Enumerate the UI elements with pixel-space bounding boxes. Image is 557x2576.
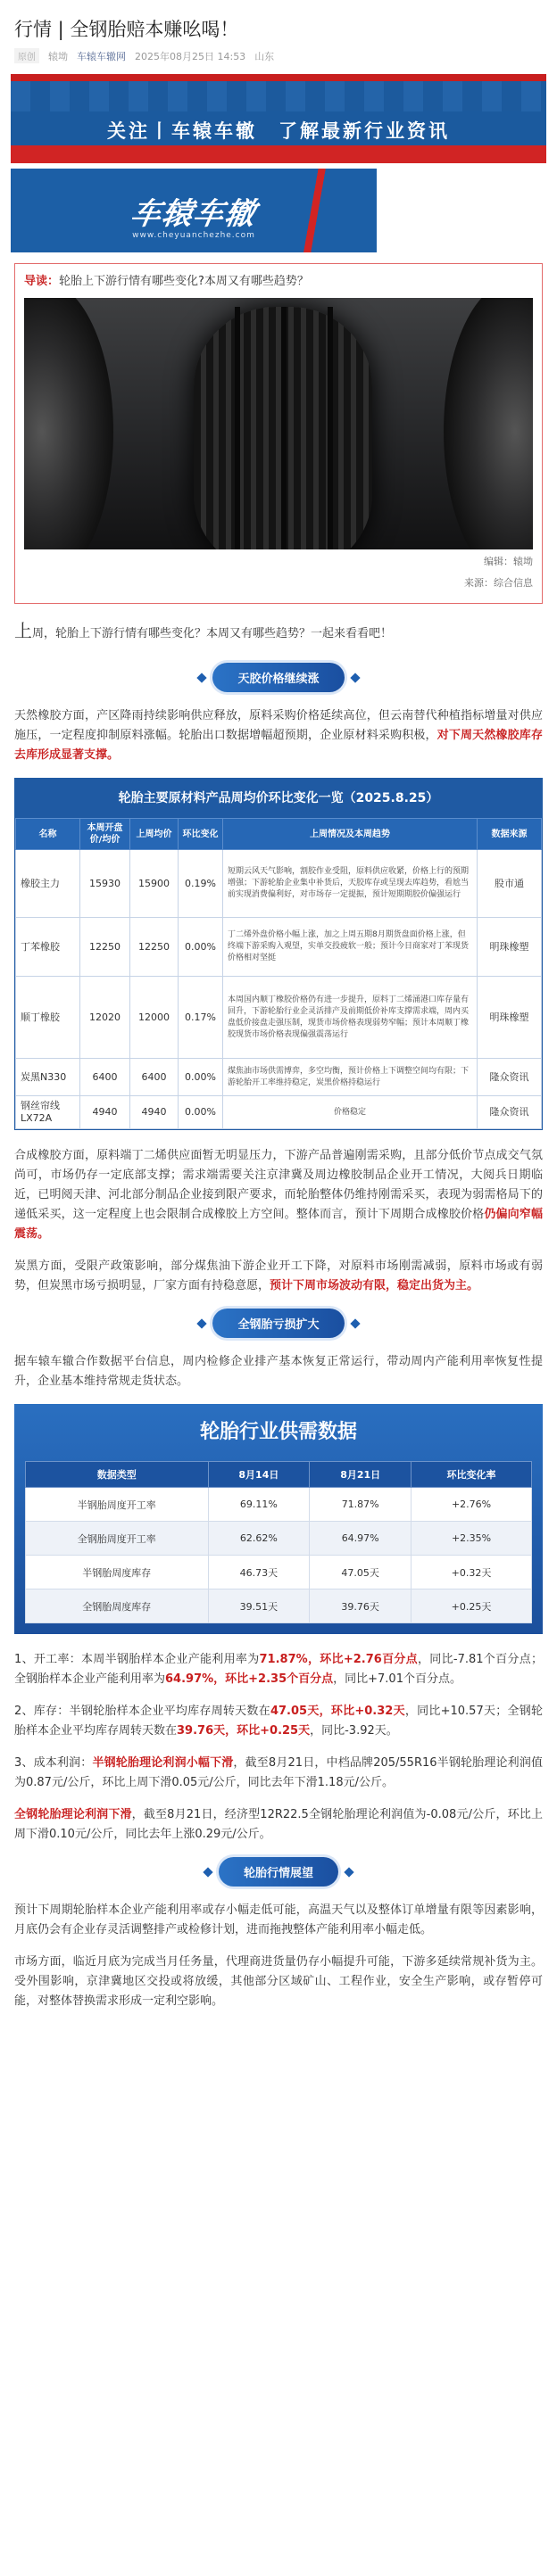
cell: 半钢胎周度库存 bbox=[26, 1556, 209, 1589]
cell: 69.11% bbox=[208, 1488, 310, 1522]
banner-grid bbox=[11, 81, 546, 111]
cell: 全钢胎周度开工率 bbox=[26, 1522, 209, 1556]
stat-text: 1、开工率：本周半钢胎样本企业产能利用率为 bbox=[14, 1653, 260, 1666]
stat-text: 2、库存：半钢轮胎样本企业平均库存周转天数在 bbox=[14, 1705, 270, 1718]
section-heading-1 bbox=[0, 663, 557, 692]
stat-text: 3、成本利润： bbox=[14, 1756, 93, 1770]
data-source: 明珠橡塑 bbox=[478, 977, 542, 1059]
table-row bbox=[16, 1059, 542, 1096]
material-name: 橡胶主力 bbox=[16, 850, 80, 918]
col-header: 环比变化率 bbox=[412, 1462, 532, 1488]
article-meta bbox=[0, 48, 557, 74]
logo-text: 车辕车辙 bbox=[127, 195, 259, 232]
stat-text: ，截至8月21日，中档品牌205/55R16半钢轮胎理论利润值为0.87元/公斤，环比上周下滑0.05元/公斤，同比去年下滑1.18元/公斤。 bbox=[14, 1756, 543, 1789]
tyre-groove bbox=[328, 307, 333, 549]
col-header: 本周开盘价/均价 bbox=[80, 819, 130, 850]
data-source: 股市通 bbox=[478, 850, 542, 918]
stat-operating-rate bbox=[0, 1650, 557, 1689]
article-title: 行情 | 全钢胎赔本赚吆喝！ bbox=[14, 19, 239, 40]
supply-table-title: 轮胎行业供需数据 bbox=[199, 1421, 357, 1443]
supply-header-row bbox=[26, 1462, 532, 1488]
last-price: 15900 bbox=[130, 850, 179, 918]
intro-text: 周，轮胎上下游行情有哪些变化？本周又有哪些趋势？一起来看看吧！ bbox=[32, 627, 393, 640]
banner-red-bar bbox=[11, 145, 546, 163]
location: 山东 bbox=[254, 50, 275, 62]
supply-table bbox=[25, 1461, 532, 1623]
cell: 47.05天 bbox=[310, 1556, 412, 1589]
carbon-highlight: 预计下周市场波动有限，稳定出货为主。 bbox=[270, 1279, 479, 1292]
guide-label: 导读： bbox=[24, 275, 60, 288]
original-tag: 原创 bbox=[14, 48, 39, 63]
col-header: 数据类型 bbox=[26, 1462, 209, 1488]
col-header: 上周情况及本周趋势 bbox=[223, 819, 478, 850]
cell: 半钢胎周度开工率 bbox=[26, 1488, 209, 1522]
price-change: 0.17% bbox=[179, 977, 223, 1059]
cell: 39.76天 bbox=[310, 1589, 412, 1623]
data-source: 隆众资讯 bbox=[478, 1096, 542, 1129]
section-pill-outlook: 轮胎行情展望 bbox=[219, 1857, 338, 1887]
open-price: 12020 bbox=[80, 977, 130, 1059]
cell: +0.25天 bbox=[412, 1589, 532, 1623]
cell: +0.32天 bbox=[412, 1556, 532, 1589]
banner-text: 关注丨车辕车辙 了解最新行业资讯 bbox=[107, 120, 450, 142]
data-source: 隆众资讯 bbox=[478, 1059, 542, 1096]
guide-box bbox=[14, 263, 543, 604]
account-link[interactable]: 车辕车辙网 bbox=[77, 50, 126, 62]
tyre-groove bbox=[281, 307, 287, 549]
table-row bbox=[26, 1589, 532, 1623]
author: 辕坳 bbox=[48, 50, 68, 62]
synthetic-rubber-paragraph bbox=[0, 1146, 557, 1244]
material-table-title: 轮胎主要原材料产品周均价环比变化一览（2025.8.25） bbox=[15, 779, 542, 818]
platform-paragraph: 据车辕车辙合作数据平台信息，周内检修企业排产基本恢复正常运行，带动周内产能利用率恢复性提升，企业基本维持常规走货状态。 bbox=[14, 1355, 543, 1388]
table-row bbox=[26, 1556, 532, 1589]
section-pill-rubber: 天胶价格继续涨 bbox=[212, 663, 344, 692]
rubber-highlight: 对下周天然橡胶库存去库形成显著支撑。 bbox=[14, 729, 543, 762]
col-header: 8月14日 bbox=[208, 1462, 310, 1488]
logo-subtext: www.cheyuanchezhe.com bbox=[132, 231, 255, 240]
tyre-groove bbox=[235, 307, 240, 549]
open-price: 12250 bbox=[80, 918, 130, 977]
synthetic-highlight: 仍偏向窄幅震荡。 bbox=[14, 1208, 543, 1241]
col-header: 环比变化 bbox=[179, 819, 223, 850]
material-header-row bbox=[16, 819, 542, 850]
stat-profit-semi bbox=[0, 1754, 557, 1793]
tyre-left bbox=[24, 298, 113, 549]
stat-highlight: 64.97%，环比+2.35个百分点 bbox=[165, 1672, 334, 1686]
material-name: 丁苯橡胶 bbox=[16, 918, 80, 977]
col-header: 名称 bbox=[16, 819, 80, 850]
table-row bbox=[16, 850, 542, 918]
table-row bbox=[26, 1488, 532, 1522]
editor-credit: 编辑：辕坳 bbox=[484, 556, 533, 567]
carbon-black-paragraph bbox=[0, 1257, 557, 1296]
follow-banner bbox=[11, 74, 546, 163]
intro-paragraph bbox=[0, 604, 557, 652]
cell: 71.87% bbox=[310, 1488, 412, 1522]
rubber-paragraph bbox=[0, 706, 557, 765]
stat-text: ，同比+7.01个百分点。 bbox=[333, 1672, 461, 1686]
section-heading-3 bbox=[0, 1857, 557, 1887]
price-change: 0.19% bbox=[179, 850, 223, 918]
guide-question bbox=[24, 273, 533, 291]
tyre-image bbox=[24, 298, 533, 549]
cell: +2.35% bbox=[412, 1522, 532, 1556]
table-row bbox=[26, 1522, 532, 1556]
open-price: 15930 bbox=[80, 850, 130, 918]
col-header: 8月21日 bbox=[310, 1462, 412, 1488]
cell: 39.51天 bbox=[208, 1589, 310, 1623]
last-price: 4940 bbox=[130, 1096, 179, 1129]
col-header: 上周均价 bbox=[130, 819, 179, 850]
stat-highlight: 39.76天，环比+0.25天 bbox=[177, 1724, 311, 1738]
last-price: 12000 bbox=[130, 977, 179, 1059]
price-change: 0.00% bbox=[179, 918, 223, 977]
supply-demand-table bbox=[14, 1404, 543, 1634]
outlook-paragraph-2: 市场方面，临近月底为完成当月任务量，代理商进货量仍存小幅提升可能，下游多延续常规补货为主。受外围影响，京津冀地区交投或将放缓，其他部分区域矿山、工程作业，安全生产影响，或存暂停可能，对整体替换需求形成一定利空影响。 bbox=[14, 1955, 543, 2008]
material-price-table bbox=[14, 778, 543, 1130]
data-source: 明珠橡塑 bbox=[478, 918, 542, 977]
table-row bbox=[16, 1096, 542, 1129]
guide-question-text: 轮胎上下游行情有哪些变化?本周又有哪些趋势？ bbox=[59, 275, 309, 288]
cell: +2.76% bbox=[412, 1488, 532, 1522]
last-price: 6400 bbox=[130, 1059, 179, 1096]
section-heading-2 bbox=[0, 1309, 557, 1338]
table-row bbox=[16, 918, 542, 977]
source-credit: 来源：综合信息 bbox=[464, 577, 533, 589]
trend-note: 煤焦油市场供需博弈，多空均衡，预计价格上下调整空间均有限；下游轮胎开工率维持稳定，炭黑价格持稳运行 bbox=[223, 1059, 478, 1096]
trend-note: 本周国内顺丁橡胶价格仍有进一步提升，原料丁二烯涌港口库存量有回升，下游轮胎行业企灵活排产及前期低价补库支撑需求端，周内买盘低价接盘走强压制，现货市场价格表现弱势窄幅；预计本周顺丁橡胶现货市场价格表现偏强震荡运行 bbox=[223, 977, 478, 1059]
last-price: 12250 bbox=[130, 918, 179, 977]
price-change: 0.00% bbox=[179, 1096, 223, 1129]
material-name: 钢丝帘线LX72A bbox=[16, 1096, 80, 1129]
rubber-text: 天然橡胶方面，产区降雨持续影响供应释放，原料采购价格延续高位，但云南替代种植指标增量对供应施压，一定程度抑制原料涨幅。轮胎出口数据增幅超预期，企业原材料采购积极， bbox=[14, 709, 543, 742]
stat-text: ，同比-7.81个百分点；全钢胎样本企业产能利用率为 bbox=[14, 1653, 543, 1686]
cell: 全钢胎周度库存 bbox=[26, 1589, 209, 1623]
stat-text: ，同比+10.57天；全钢轮胎样本企业平均库存周转天数在 bbox=[14, 1705, 543, 1738]
table-row bbox=[16, 977, 542, 1059]
open-price: 4940 bbox=[80, 1096, 130, 1129]
stat-highlight: 71.87%，环比+2.76百分点 bbox=[259, 1653, 418, 1666]
tyre-right bbox=[444, 298, 533, 549]
outlook-paragraph-1: 预计下周期轮胎样本企业产能利用率或存小幅走低可能，高温天气以及整体订单增量有限等因素影响，月底仍会有企业存灵活调整排产或检修计划，进而拖拽整体产能利用率小幅走低。 bbox=[14, 1903, 543, 1936]
stat-inventory bbox=[0, 1702, 557, 1741]
material-name: 炭黑N330 bbox=[16, 1059, 80, 1096]
logo-stripe bbox=[270, 169, 377, 252]
stat-text: ，截至8月21日，经济型12R22.5全钢轮胎理论利润值为-0.08元/公斤，环比上周下滑0.10元/公斤，同比去年上涨0.29元/公斤。 bbox=[14, 1808, 543, 1841]
cell: 62.62% bbox=[208, 1522, 310, 1556]
material-name: 顺丁橡胶 bbox=[16, 977, 80, 1059]
trend-note: 丁二烯外盘价格小幅上涨，加之上周五期8月期货盘面价格上涨，但终端下游采购入观望，实单交投疲软一般；预计今日商家对丁苯现货价格相对坚挺 bbox=[223, 918, 478, 977]
intro-dropcap: 上 bbox=[14, 620, 32, 641]
synthetic-text: 合成橡胶方面，原料端丁二烯供应面暂无明显压力，下游产品普遍刚需采购，且部分低价节点成交气氛尚可，市场仍存一定底部支撑；需求端需要关注京津冀及周边橡胶制品企业开工情况，大阅兵日期临近，已明阅天津、河北部分制品企业接到限产要求，而轮胎整体仍维持刚需采买，表现为弱需格局下的递低采买，这一定程度上也会限制合成橡胶上方空间。整体而言，预计下周期合成橡胶价格 bbox=[14, 1149, 543, 1221]
col-header: 数据来源 bbox=[478, 819, 542, 850]
section-pill-loss: 全钢胎亏损扩大 bbox=[212, 1309, 344, 1338]
material-table bbox=[15, 818, 542, 1129]
cell: 46.73天 bbox=[208, 1556, 310, 1589]
trend-note: 价格稳定 bbox=[223, 1096, 478, 1129]
stat-highlight: 全钢轮胎理论利润下滑 bbox=[14, 1808, 132, 1821]
carbon-text: 炭黑方面，受限产政策影响，部分煤焦油下游企业开工下降，对原料市场刚需减弱，原料市场或有弱势，但炭黑市场亏损明显，厂家方面有持稳意愿， bbox=[14, 1259, 543, 1292]
stat-text: ，同比-3.92天。 bbox=[310, 1724, 398, 1738]
brand-logo bbox=[11, 169, 377, 252]
stat-highlight: 47.05天，环比+0.32天 bbox=[270, 1705, 405, 1718]
open-price: 6400 bbox=[80, 1059, 130, 1096]
trend-note: 短期云风天气影响，割胶作业受阻，原料供应收紧，价格上行的预期增强；下游轮胎企业集中补货后，天胶库存或呈现去库趋势，看尬当前实现消费偏利好，对市场存一定提振，预计短期期胶价偏强运行 bbox=[223, 850, 478, 918]
stat-profit-all-steel bbox=[0, 1805, 557, 1845]
publish-time: 2025年08月25日 14:53 bbox=[135, 50, 246, 62]
price-change: 0.00% bbox=[179, 1059, 223, 1096]
stat-highlight: 半钢轮胎理论利润小幅下滑 bbox=[92, 1756, 234, 1770]
cell: 64.97% bbox=[310, 1522, 412, 1556]
